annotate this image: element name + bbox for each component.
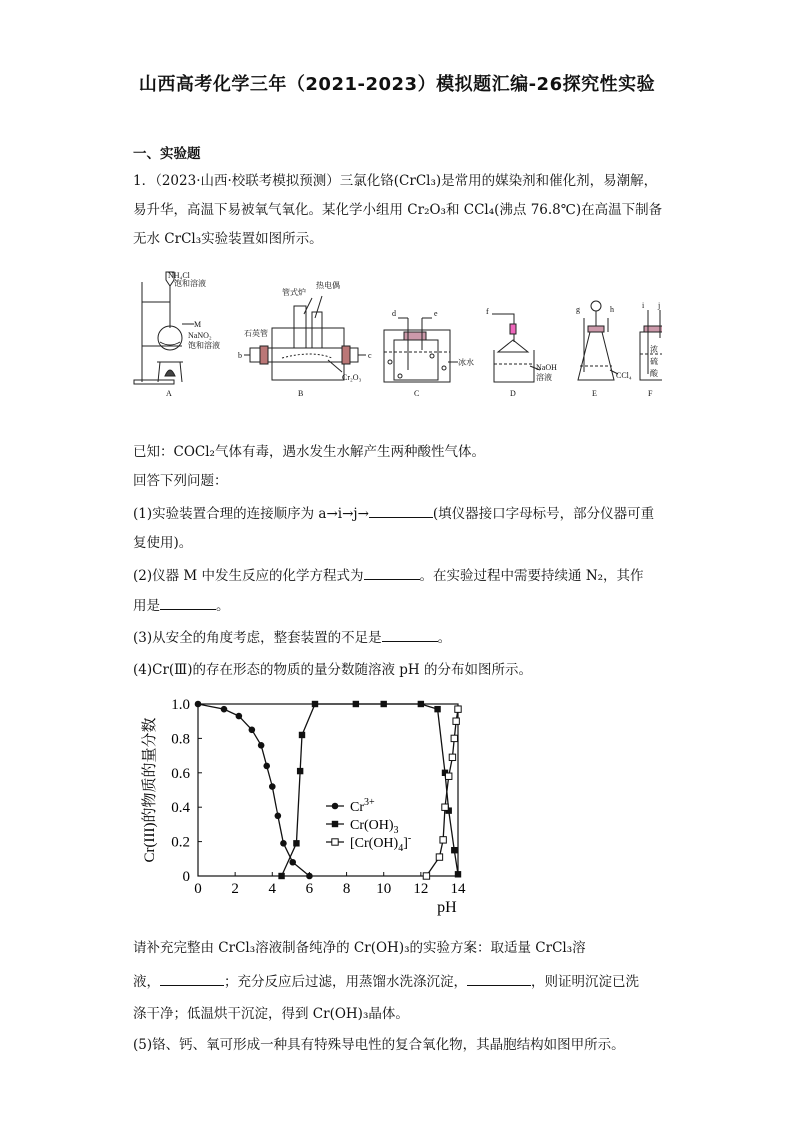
q1-stem-line1: 1．（2023·山西·校联考模拟预测）三氯化铬(CrCl₃)是常用的媒染剂和催化剂，易潮解，	[133, 173, 658, 189]
y-tick-label: 0.4	[171, 800, 190, 817]
label-i: i	[642, 301, 645, 310]
label-ccl4: CCl₄	[616, 371, 632, 380]
data-point-cr3	[275, 813, 282, 820]
data-point-cr-oh-3	[418, 701, 424, 707]
data-point-cr-oh-3	[299, 732, 305, 738]
legend-marker	[332, 803, 339, 810]
label-nh4cl: NH₄Cl	[168, 271, 190, 280]
y-tick-label: 1.0	[171, 697, 190, 713]
data-point-cr-oh-4	[442, 804, 448, 810]
label-d: d	[392, 309, 396, 318]
known-info: 已知：COCl₂气体有毒，遇水发生水解产生两种酸性气体。	[133, 444, 485, 460]
question-3	[133, 629, 451, 647]
answer-blank-2[interactable]	[364, 567, 420, 580]
y-tick-label: 0	[182, 869, 190, 885]
label-m: M	[194, 320, 202, 329]
q1-part4-text2: ；充分反应后过滤，用蒸馏水洗涤沉淀，	[224, 974, 467, 990]
data-point-cr-oh-3	[434, 706, 440, 712]
q1-part1-text: (1)实验装置合理的连接顺序为 a→i→j→	[133, 506, 369, 522]
answer-blank-6[interactable]	[467, 973, 531, 986]
y-axis-label: Cr(III)的物质的量分数	[142, 717, 158, 863]
question-4-line4: 涤干净；低温烘干沉淀，得到 Cr(OH)₃晶体。	[133, 1006, 409, 1022]
data-point-cr-oh-4	[423, 873, 429, 879]
x-tick-label: 8	[342, 881, 351, 897]
label-g: g	[576, 305, 580, 314]
label-b: b	[238, 351, 242, 360]
label-j: j	[658, 301, 661, 310]
data-point-cr3	[221, 706, 228, 713]
plot-frame	[198, 704, 458, 876]
label-e: e	[434, 309, 438, 318]
label-bb: B	[298, 389, 304, 398]
legend-marker	[332, 821, 338, 827]
answer-blank-1[interactable]	[369, 505, 433, 518]
q1-part3-text: (3)从安全的角度考虑，整套装置的不足是	[133, 630, 382, 646]
label-f: f	[486, 307, 489, 316]
label-ee: E	[592, 389, 597, 398]
label-acid1: 浓	[650, 345, 658, 354]
data-point-cr-oh-3	[297, 768, 303, 774]
label-nh4cl-sol: 饱和溶液	[174, 279, 206, 288]
legend-marker	[332, 839, 338, 845]
x-tick-label: 12	[413, 881, 429, 897]
q1-part2-end: 。	[216, 598, 230, 614]
label-cr2o3: Cr₂O₃	[342, 373, 362, 382]
label-ice: 冰水	[458, 358, 474, 367]
data-point-cr3	[258, 742, 265, 749]
label-thermocouple: 热电偶	[316, 281, 340, 290]
q1-stem-line3: 无水 CrCl₃实验装置如图所示。	[133, 231, 323, 247]
q1-stem-line2: 易升华，高温下易被氧气氧化。某化学小组用 Cr₂O₃和 CCl₄(沸点 76.8℃)在高温下制备	[133, 202, 663, 218]
data-point-cr3	[280, 840, 287, 847]
apparatus-c	[384, 318, 458, 382]
data-point-cr3	[236, 713, 243, 720]
data-point-cr-oh-3	[451, 847, 457, 853]
chart-plot	[140, 697, 466, 916]
label-quartz: 石英管	[244, 329, 268, 338]
q1-part2-text: (2)仪器 M 中发生反应的化学方程式为	[133, 568, 364, 584]
data-point-cr-oh-4	[449, 754, 455, 760]
data-point-cr-oh-3	[353, 701, 359, 707]
answer-prompt: 回答下列问题：	[133, 473, 228, 489]
section-heading: 一、实验题	[133, 146, 201, 162]
label-acid2: 硫	[650, 357, 658, 366]
legend-label: $Cr^{3+}$	[350, 797, 375, 815]
label-c: c	[368, 351, 372, 360]
x-tick-label: 4	[268, 881, 277, 897]
answer-blank-4[interactable]	[382, 629, 438, 642]
data-point-cr-oh-3	[455, 871, 461, 877]
y-tick-label: 0.6	[171, 765, 190, 782]
x-tick-label: 2	[231, 881, 239, 897]
y-tick-label: 0.2	[171, 834, 190, 851]
x-tick-label: 6	[305, 881, 314, 897]
data-point-cr-oh-4	[440, 837, 446, 843]
question-4-line2: 请补充完整由 CrCl₃溶液制备纯净的 Cr(OH)₃的实验方案：取适量 CrCl₃溶	[133, 940, 586, 956]
data-point-cr-oh-3	[381, 701, 387, 707]
x-tick-label: 10	[376, 881, 392, 897]
q1-part2-text2: 。在实验过程中需要持续通 N₂，其作	[419, 568, 644, 584]
label-acid3: 酸	[650, 369, 658, 378]
x-tick-label: 0	[194, 881, 202, 897]
data-point-cr-oh-4	[436, 854, 442, 860]
data-point-cr-oh-4	[451, 735, 457, 741]
data-point-cr-oh-4	[455, 706, 461, 712]
question-1-cont: 复使用)。	[133, 535, 193, 551]
question-2-cont	[133, 597, 230, 615]
legend-label: $[Cr(OH)_4]^-$	[350, 833, 412, 854]
ph-distribution-chart	[140, 694, 480, 934]
x-axis-label: pH	[437, 899, 457, 916]
answer-blank-3[interactable]	[160, 597, 216, 610]
q1-part1-text2: (填仪器接口字母标号，部分仪器可重	[432, 506, 655, 522]
apparatus-b	[244, 296, 366, 380]
question-4: (4)Cr(Ⅲ)的存在形态的物质的量分数随溶液 pH 的分布如图所示。	[133, 662, 532, 678]
label-ff: F	[648, 389, 653, 398]
data-point-cr3	[195, 701, 202, 708]
data-point-cr3	[249, 727, 256, 734]
q1-part4-text1: 液，	[133, 974, 160, 990]
question-5: (5)铬、钙、氧可形成一种具有特殊导电性的复合氧化物，其晶胞结构如图甲所示。	[133, 1037, 625, 1053]
label-furnace: 管式炉	[282, 288, 306, 297]
x-tick-label: 14	[450, 881, 466, 897]
label-nano2-sol: 饱和溶液	[188, 341, 220, 350]
answer-blank-5[interactable]	[160, 973, 224, 986]
data-point-cr3	[263, 763, 270, 770]
label-nano2: NaNO₂	[188, 331, 212, 340]
question-4-line3	[133, 973, 639, 991]
page-title: 山西高考化学三年（2021-2023）模拟题汇编-26探究性实验	[138, 74, 656, 95]
label-h: h	[610, 305, 614, 314]
q1-part2-text3: 用是	[133, 598, 160, 614]
question-1	[133, 505, 654, 523]
label-a: A	[166, 389, 172, 398]
apparatus-a	[134, 272, 194, 384]
data-point-cr-oh-4	[446, 773, 452, 779]
y-tick-label: 0.8	[171, 731, 190, 748]
data-point-cr3	[269, 783, 276, 790]
data-point-cr-oh-3	[312, 701, 318, 707]
data-point-cr3	[289, 859, 296, 866]
label-cc: C	[414, 389, 420, 398]
label-naoh-sol: 溶液	[536, 373, 552, 382]
data-point-cr-oh-3	[278, 873, 284, 879]
data-point-cr3	[306, 873, 313, 880]
question-2	[133, 567, 644, 585]
legend-label: $Cr(OH)_3$	[350, 818, 399, 836]
data-point-cr-oh-4	[453, 718, 459, 724]
label-naoh: NaOH	[536, 363, 557, 372]
apparatus-figure	[132, 266, 662, 404]
apparatus-d	[492, 314, 540, 382]
q1-part3-end: 。	[437, 630, 452, 646]
data-point-cr-oh-3	[293, 840, 299, 846]
q1-part4-text3: ，则证明沉淀已洗	[531, 974, 639, 990]
label-dd: D	[510, 389, 516, 398]
